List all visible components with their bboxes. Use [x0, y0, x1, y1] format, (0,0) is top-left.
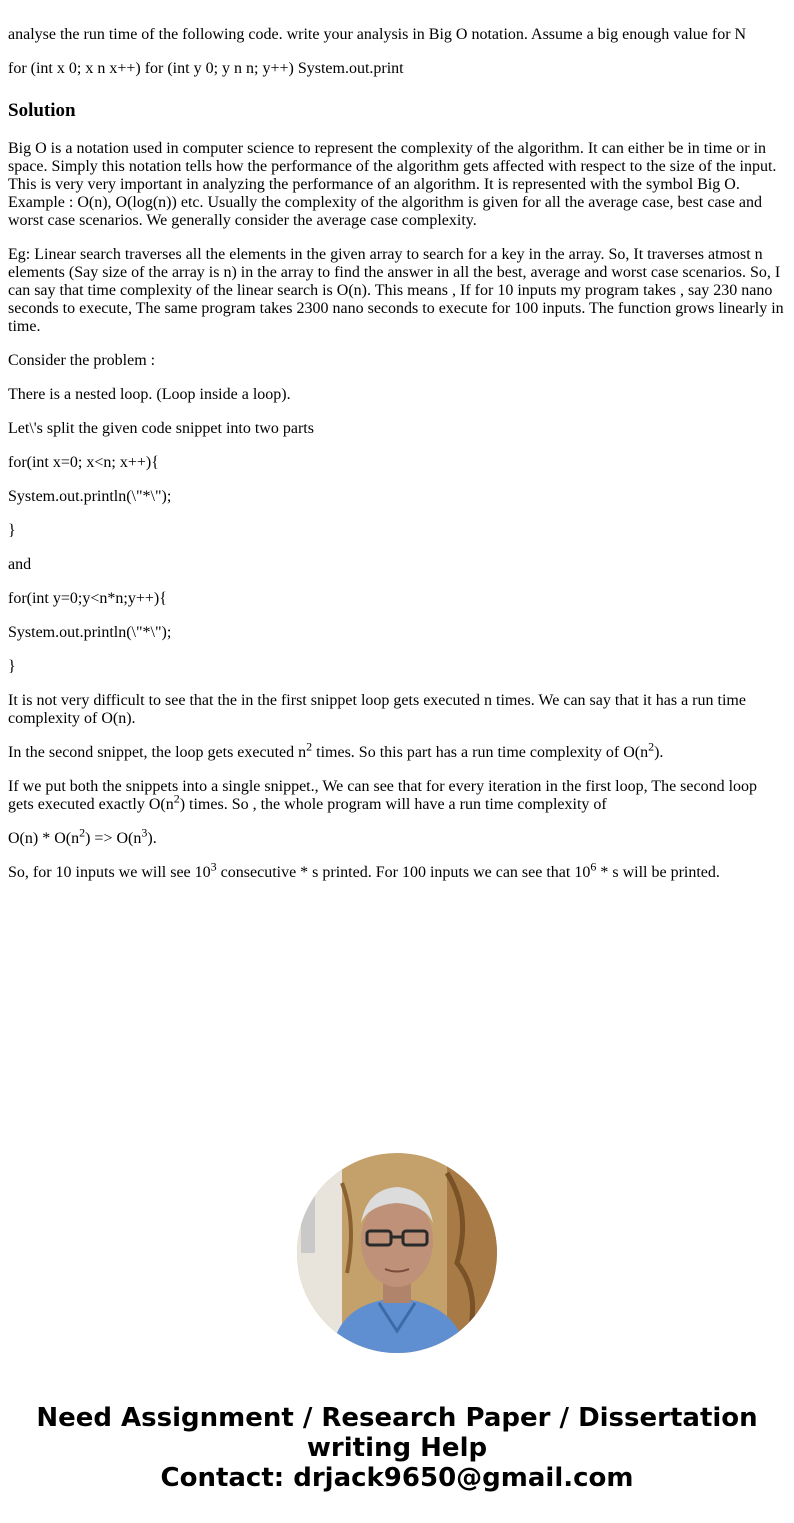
para-inputs-sup2: 6: [590, 859, 597, 874]
para-inputs-c: * s will be printed.: [596, 864, 720, 881]
para-result-b: ) => O(n: [85, 830, 142, 847]
para-combined-a: If we put both the snippets into a single snippet., We can see that for every iteration in the first loop, The second loop gets executed exactly O(n: [8, 778, 758, 813]
para-result-sup1: 2: [79, 825, 86, 840]
code2-line3: }: [8, 658, 16, 675]
word-and: and: [8, 556, 32, 573]
avatar: [297, 1153, 497, 1353]
question-text: analyse the run time of the following code. write your analysis in Big O notation. Assume a big enough value for N: [8, 26, 747, 43]
code1-line1: for(int x=0; x<n; x++){: [8, 454, 159, 471]
document-body: [8, 26, 786, 898]
code1-line3: }: [8, 522, 16, 539]
para-combined: [8, 778, 786, 814]
para-second: [8, 739, 786, 762]
para-combined-sup1: 2: [173, 791, 180, 806]
promo-line-2: writing Help: [306, 1433, 488, 1463]
para-second-b: times. So this part has a run time complexity of O(n: [312, 744, 649, 761]
para-nested: There is a nested loop. (Loop inside a loop).: [8, 386, 291, 403]
para-result: [8, 825, 786, 848]
para-consider: Consider the problem :: [8, 352, 156, 369]
para-inputs-sup1: 3: [210, 859, 217, 874]
para-result-sup2: 3: [141, 825, 148, 840]
para-inputs: [8, 859, 786, 882]
para-inputs-a: So, for 10 inputs we will see 10: [8, 864, 211, 881]
para-combined-b: ) times. So , the whole program will have a run time complexity of: [179, 796, 607, 813]
para-result-c: ).: [147, 830, 157, 847]
para-split: Let\'s split the given code snippet into two parts: [8, 420, 314, 437]
para-second-a: In the second snippet, the loop gets executed n: [8, 744, 307, 761]
code1-line2: System.out.println(\"*\");: [8, 488, 172, 505]
portrait-photo: [297, 1153, 497, 1353]
para-result-a: O(n) * O(n: [8, 830, 80, 847]
code2-line2: System.out.println(\"*\");: [8, 624, 172, 641]
para-second-sup1: 2: [306, 739, 313, 754]
promo-line-1: Need Assignment / Research Paper / Dissertation: [36, 1403, 758, 1433]
solution-heading: Solution: [8, 100, 76, 121]
code2-line1: for(int y=0;y<n*n;y++){: [8, 590, 167, 607]
para-second-c: ).: [654, 744, 664, 761]
para-inputs-b: consecutive * s printed. For 100 inputs we can see that 10: [216, 864, 591, 881]
para-first: It is not very difficult to see that the in the first snippet loop gets executed n times. We can say that it has a run time complexity of O(n).: [8, 692, 746, 727]
promo-banner: [0, 1403, 794, 1493]
para-example: Eg: Linear search traverses all the elements in the given array to search for a key in the array. So, It traverses atmost n elements (Say size of the array is n) in the array to find the answer in all the best, average and worst case scenarios. So, I can say that time complexity of the linear search is O(n). This means , If for 10 inputs my program takes , say 230 nano seconds to execute, The same program takes 2300 nano seconds to execute for 100 inputs. The function grows linearly in time.: [8, 246, 784, 335]
para-second-sup2: 2: [648, 739, 655, 754]
para-bigo: Big O is a notation used in computer science to represent the complexity of the algorithm. It can either be in time or in space. Simply this notation tells how the performance of the algorithm gets affected with respect to the size of the input. This is very very important in analyzing the performance of an algorithm. It is represented with the symbol Big O. Example : O(n), O(log(n)) etc. Usually the complexity of the algorithm is given for all the average case, best case and worst case scenarios. We generally consider the average case complexity.: [8, 140, 777, 229]
promo-contact: Contact: drjack9650@gmail.com: [160, 1463, 634, 1493]
question-code: for (int x 0; x n x++) for (int y 0; y n n; y++) System.out.print: [8, 60, 404, 77]
